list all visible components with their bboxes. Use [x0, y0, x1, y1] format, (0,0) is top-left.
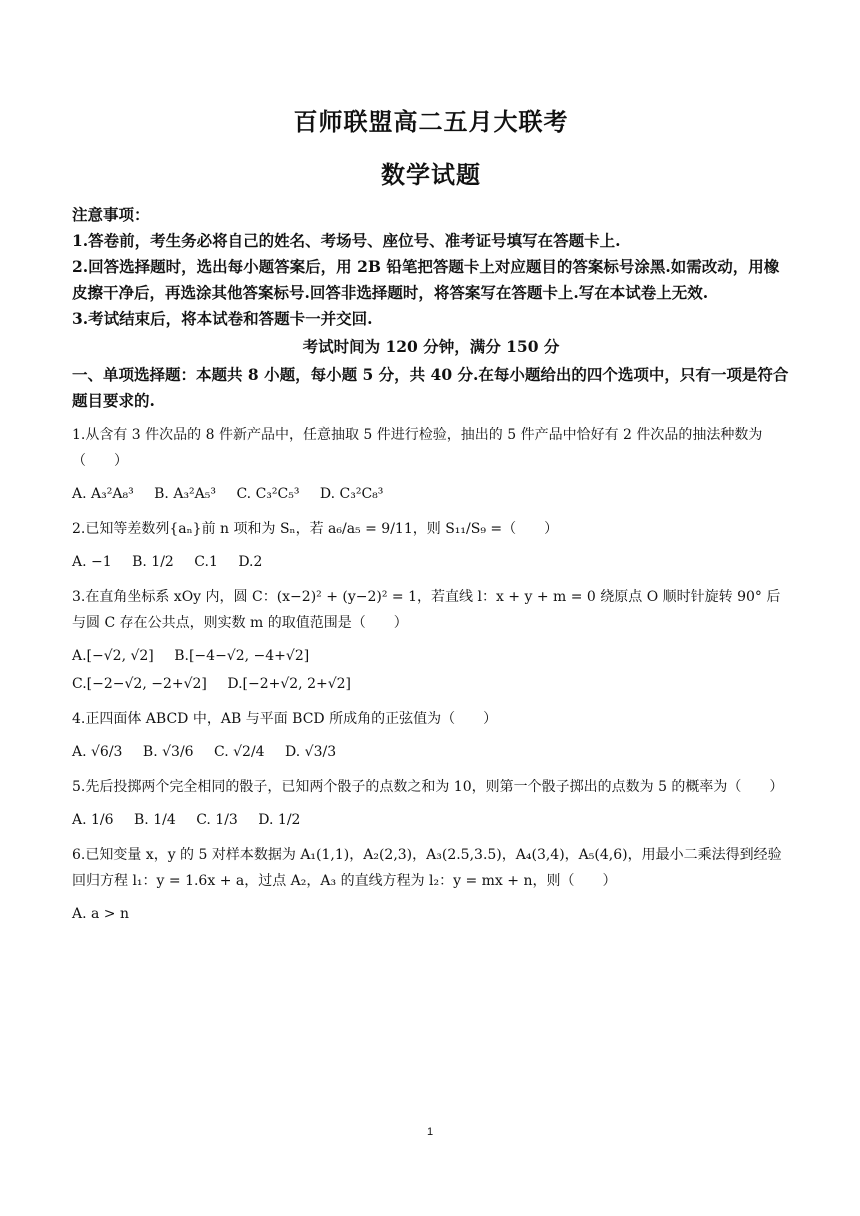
notice-item: 3.考试结束后，将本试卷和答题卡一并交回.: [72, 309, 373, 328]
notice-heading: 注意事项：: [72, 205, 150, 224]
option-b: B. 1/4: [134, 812, 176, 828]
option-d: D. C₃²C₈³: [319, 486, 384, 502]
option-b: B. 1/2: [132, 554, 174, 570]
question-4: 4.正四面体 ABCD 中，AB 与平面 BCD 所成角的正弦值为（ ）: [72, 711, 498, 727]
option-a: A. A₃²A₈³: [72, 486, 134, 502]
exam-title: 百师联盟高二五月大联考: [293, 110, 569, 136]
exam-subtitle: 数学试题: [381, 163, 481, 189]
time-note: 考试时间为 120 分钟，满分 150 分: [302, 337, 560, 356]
option-d: D.[−2+√2, 2+√2]: [227, 676, 352, 692]
page-number: 1: [426, 1126, 434, 1138]
option-b: B. √3/6: [142, 744, 194, 760]
question-1-options: [72, 480, 790, 508]
question-1: 1.从含有 3 件次品的 8 件新产品中，任意抽取 5 件进行检验，抽出的 5 件产品中恰好有 2 件次品的抽法种数为（ ）: [72, 427, 763, 469]
question-5-options: [72, 806, 790, 834]
option-c: C.[−2−√2, −2+√2]: [72, 676, 207, 692]
question-3-options: [72, 642, 790, 698]
option-c: C.1: [194, 554, 218, 570]
question-2: 2.已知等差数列{aₙ}前 n 项和为 Sₙ，若 a₆/a₅ = 9/11，则 S₁₁/S₉ =（ ）: [72, 521, 559, 537]
option-c: C. 1/3: [196, 812, 238, 828]
question-3: 3.在直角坐标系 xOy 内，圆 C：(x−2)² + (y−2)² = 1，若直线 l：x + y + m = 0 绕原点 O 顺时针旋转 90° 后与圆 C 存在公共点，则实数 m 的取值范围是（ ）: [72, 589, 781, 631]
option-b: B.[−4−√2, −4+√2]: [174, 648, 310, 664]
option-d: D. 1/2: [258, 812, 301, 828]
option-c: C. √2/4: [214, 744, 265, 760]
section-title: 一、单项选择题：本题共 8 小题，每小题 5 分，共 40 分.在每小题给出的四个选项中，只有一项是符合题目要求的.: [72, 365, 789, 410]
question-6: 6.已知变量 x，y 的 5 对样本数据为 A₁(1,1)，A₂(2,3)，A₃(2.5,3.5)，A₄(3,4)，A₅(4,6)，用最小二乘法得到经验回归方程 l₁：y = 1.6x + a，过点 A₂，A₃ 的直线方程为 l₂：y = mx + n，则（ ）: [72, 847, 782, 889]
question-2-options: [72, 548, 790, 576]
option-a: A.[−√2, √2]: [72, 648, 154, 664]
option-a: A. −1: [72, 554, 112, 570]
option-a: A. 1/6: [72, 812, 114, 828]
option-b: B. A₃²A₅³: [154, 486, 216, 502]
option-a: A. a > n: [72, 906, 130, 922]
notice-item: 1.答卷前，考生务必将自己的姓名、考场号、座位号、准考证号填写在答题卡上.: [72, 231, 621, 250]
question-6-options: [72, 900, 790, 928]
notice-item: 2.回答选择题时，选出每小题答案后，用 2B 铅笔把答题卡上对应题目的答案标号涂黑.如需改动，用橡皮擦干净后，再选涂其他答案标号.回答非选择题时，将答案写在答题卡上.写在本试卷上无效.: [72, 257, 780, 302]
option-c: C. C₃²C₅³: [236, 486, 300, 502]
option-d: D.2: [238, 554, 263, 570]
question-5: 5.先后投掷两个完全相同的骰子，已知两个骰子的点数之和为 10，则第一个骰子掷出的点数为 5 的概率为（ ）: [72, 779, 784, 795]
option-a: A. √6/3: [72, 744, 123, 760]
question-4-options: [72, 738, 790, 766]
option-d: D. √3/3: [285, 744, 337, 760]
